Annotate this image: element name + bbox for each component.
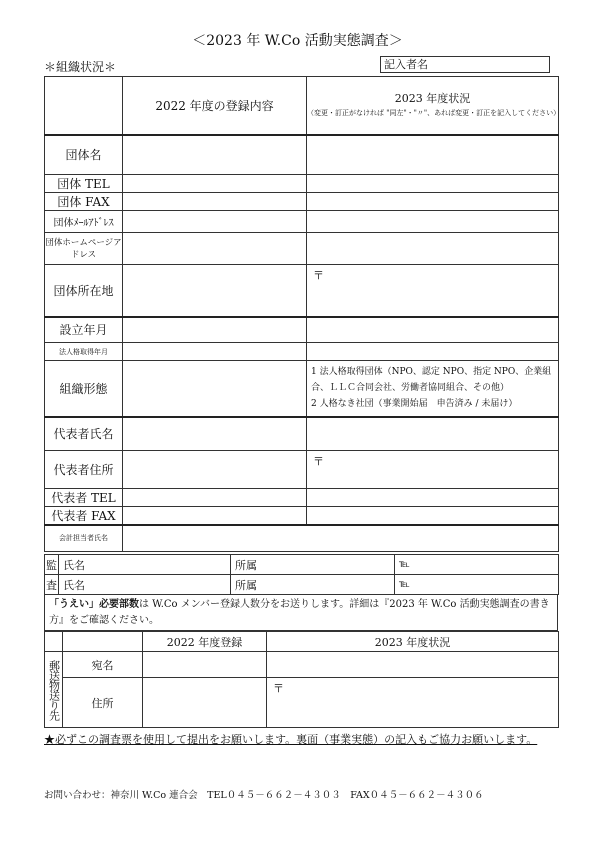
group-fax-2023[interactable]: [307, 193, 559, 211]
auditor-table: [44, 554, 559, 595]
rep-tel-2022: [123, 489, 307, 507]
rep-fax-label: 代表者 FAX: [45, 507, 123, 526]
group-tel-label: 団体 TEL: [45, 175, 123, 193]
group-address-2022: [123, 265, 307, 317]
header-2023: [307, 77, 559, 135]
rep-name-2022: [123, 417, 307, 451]
mailing-table: [44, 631, 559, 728]
mailing-address-2022: [143, 678, 267, 728]
copies-note-bold: 「うえい」必要部数: [49, 599, 139, 610]
rep-address-label: 代表者住所: [45, 451, 123, 489]
mailing-address-2023[interactable]: 〒: [267, 678, 559, 728]
rep-fax-2022: [123, 507, 307, 526]
accountant-field[interactable]: [123, 525, 559, 551]
group-mail-label: 団体ﾒｰﾙｱﾄﾞﾚｽ: [45, 211, 123, 233]
group-tel-2022: [123, 175, 307, 193]
group-homepage-label: 団体ホームページアドレス: [45, 233, 123, 265]
group-name-2022: [123, 135, 307, 175]
org-form-label: 組織形態: [45, 361, 123, 417]
org-form-2022: [123, 361, 307, 417]
auditor2-affiliation[interactable]: 所属: [231, 575, 395, 595]
corp-date-2022: [123, 343, 307, 361]
auditor1-tel[interactable]: ℡: [395, 555, 559, 575]
rep-address-2022: [123, 451, 307, 489]
group-name-label: 団体名: [45, 135, 123, 175]
group-tel-2023[interactable]: [307, 175, 559, 193]
corp-date-label: 法人格取得年月: [45, 343, 123, 361]
organization-table: [44, 76, 559, 552]
header-2023-title: 2023 年度状況: [394, 91, 471, 105]
mailing-header-blank2: [63, 632, 143, 652]
rep-name-2023[interactable]: [307, 417, 559, 451]
auditor1-affiliation[interactable]: 所属: [231, 555, 395, 575]
submission-notice: ★必ずこの調査票を使用して提出をお願いします。裏面（事業実態）の記入もご協力お願いします。: [44, 733, 538, 746]
mailing-header-2023: 2023 年度状況: [267, 632, 559, 652]
established-2022: [123, 317, 307, 343]
header-2023-note: （変更・訂正がなければ "同左"・"〃"、あれば変更・訂正を記入してください）: [307, 108, 561, 117]
auditor2-tel[interactable]: ℡: [395, 575, 559, 595]
group-mail-2023[interactable]: [307, 211, 559, 233]
org-form-options[interactable]: [307, 361, 559, 417]
accountant-label: 会計担当者氏名: [45, 525, 123, 551]
group-homepage-2022: [123, 233, 307, 265]
auditor2-name[interactable]: 氏名: [59, 575, 231, 595]
addressee-label: 宛名: [63, 652, 143, 678]
header-blank: [45, 77, 123, 135]
mailing-header-blank1: [45, 632, 63, 652]
established-label: 設立年月: [45, 317, 123, 343]
audit-side-2: 査: [45, 575, 59, 595]
org-form-option-2: 2 人格なき社団（事業開始届 申告済み / 未届け）: [311, 399, 518, 410]
mailing-header-2022: 2022 年度登録: [143, 632, 267, 652]
rep-address-2023[interactable]: 〒: [307, 451, 559, 489]
rep-name-label: 代表者氏名: [45, 417, 123, 451]
group-address-2023[interactable]: 〒: [307, 265, 559, 317]
page-title: ＜2023 年 W.Co 活動実態調査＞: [192, 33, 403, 49]
group-fax-label: 団体 FAX: [45, 193, 123, 211]
group-address-label: 団体所在地: [45, 265, 123, 317]
auditor1-name[interactable]: 氏名: [59, 555, 231, 575]
corp-date-2023[interactable]: [307, 343, 559, 361]
org-form-option-1: 1 法人格取得団体（NPO、認定 NPO、指定 NPO、企業組合、ＬＬＣ合同会社、労働者協同組合、その他）: [311, 367, 552, 394]
rep-tel-2023[interactable]: [307, 489, 559, 507]
group-fax-2022: [123, 193, 307, 211]
addressee-2023[interactable]: [267, 652, 559, 678]
copies-note-text: は W.Co メンバー登録人数分をお送りします。詳細は『2023 年 W.Co 活動実態調査の書き方』をご確認ください。: [49, 599, 550, 626]
contact-info: お問い合わせ：神奈川 W.Co 連合会 TEL０４５－６６２－４３０３ FAX０４５－６６２－４３０６: [44, 790, 484, 801]
rep-fax-2023[interactable]: [307, 507, 559, 526]
established-2023[interactable]: [307, 317, 559, 343]
mailing-address-label: 住所: [63, 678, 143, 728]
org-status-heading: ＊組織状況＊: [44, 60, 117, 74]
addressee-2022: [143, 652, 267, 678]
rep-tel-label: 代表者 TEL: [45, 489, 123, 507]
group-mail-2022: [123, 211, 307, 233]
mailing-side-label: 郵送物送り先: [45, 652, 63, 728]
group-homepage-2023[interactable]: [307, 233, 559, 265]
header-2022: 2022 年度の登録内容: [123, 77, 307, 135]
recorder-name-field[interactable]: 記入者名: [380, 56, 550, 73]
group-name-2023[interactable]: [307, 135, 559, 175]
copies-note: [44, 595, 558, 631]
audit-side-1: 監: [45, 555, 59, 575]
